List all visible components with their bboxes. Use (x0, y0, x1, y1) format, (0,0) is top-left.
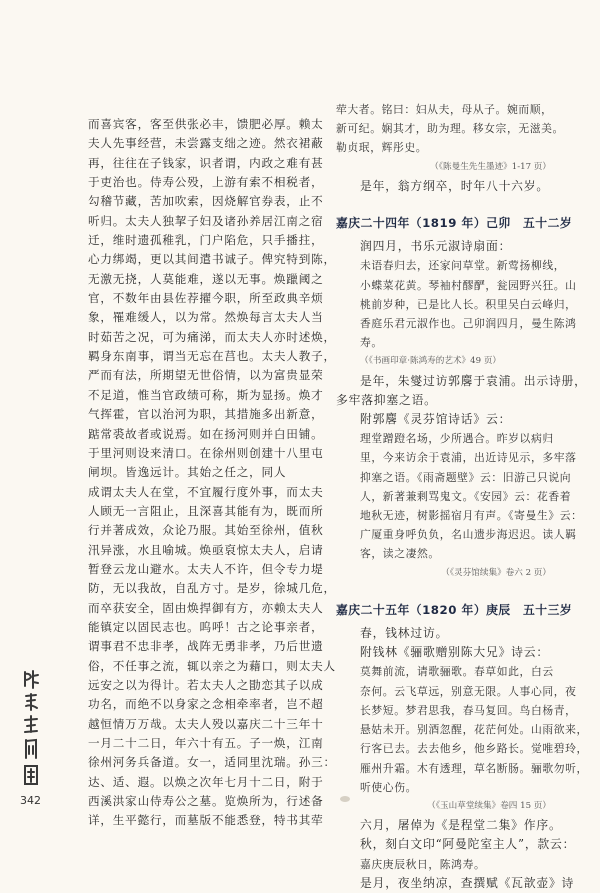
text-line: 徐州河务兵备道。女一，适同里沈瑞。孙三： (88, 755, 336, 770)
text-line: 于吏治也。侍寿公殁，上游有索不相税者， (88, 175, 324, 190)
paragraph-1819-guolin: 附郭麐《灵芬馆诗话》云： (360, 412, 512, 427)
text-line: 严而有法，所期望无世俗情，以为富贵显荣 (88, 368, 324, 383)
text-line: 详，生平懿行，而墓版不能悉登，特书其荦 (88, 813, 324, 828)
text-line: 多牢落抑塞之语。 (336, 392, 437, 407)
quote-line: 里，今来访余于袁浦，出近诗见示，多牢落 (360, 451, 577, 465)
paragraph-1820-autumn: 秋，刻白文印“阿曼陀室主人”，款云： (360, 837, 576, 852)
text-line: 防，无以我故，自乱方寸。是岁，徐城几危， (88, 581, 336, 596)
left-text-column (88, 115, 336, 831)
quote-line: 新可纪。娴其才，助为理。移女宗，无滋美。 (336, 122, 564, 136)
year-heading-1820: 嘉庆二十五年（1820 年）庚辰 五十三岁 (336, 602, 573, 617)
text-line: 而喜宾客，客至供张必丰，馈肥必厚。赖太 (88, 117, 324, 131)
source-citation: （《灵芬馆续集》卷六 2 页） (441, 567, 551, 578)
text-line: 于里河则设来清口。在徐州则创建十八里屯 (88, 445, 324, 460)
quote-1819-shihua (336, 429, 583, 563)
source-citation: （《玉山草堂续集》卷四 15 页） (427, 800, 551, 811)
book-title-calligraphy-logo (22, 668, 40, 788)
quote-line: 勒贞珉，辉彤史。 (336, 141, 428, 155)
quote-line: 听使心伤。 (360, 780, 417, 794)
paragraph-wengfanggang: 是年，翁方纲卒，时年八十六岁。 (360, 178, 549, 193)
quote-1820-lige (336, 662, 588, 796)
text-line: 功名，而绝不以身家之念相牵率者，岂不超 (88, 697, 324, 712)
quote-line: 行客已去。去去他乡，他乡路长。觉唯碧玲， (360, 742, 588, 756)
text-line: 羁身东南事，谓当无忘在莒也。太夫人教子， (88, 349, 336, 364)
text-line: 人顾无一言阻止，且深喜其能有为，既而所 (88, 503, 324, 518)
text-line: 达、适、遐。以焕之次年七月十二日，附于 (88, 774, 324, 789)
quote-line: 人，新著兼剩骂鬼文。《安园》云：花香着 (360, 489, 572, 503)
text-line: 俗，不任事之流，辄以亲之为藉口，则太夫人 (88, 658, 336, 673)
text-line: 是年，朱燮过访郭麐于袁浦。出示诗册， (360, 373, 587, 388)
quote-line: 未语春归去，还家问草堂。新莺扬柳线， (360, 259, 566, 273)
paragraph-1819-zhuxie (336, 372, 587, 410)
quote-line: 奈何。云飞草远，别意无限。人事心同，夜 (360, 684, 577, 698)
quote-line: 抑塞之语。《雨斋题壁》云：旧游己只说向 (360, 470, 572, 484)
text-line: 迁，维时遗孤稚乳，门户陷危，只手播拄， (88, 233, 324, 248)
quote-line: 寿。 (360, 336, 383, 350)
paragraph-1820-spring: 春，钱林过访。 (360, 626, 449, 641)
quote-line: 小蝶菜花黄。琴袖村醪酽，瓮园野兴狂。山 (360, 278, 577, 292)
text-line: 能镇定以固民志也。呜呼！古之论事亲者， (88, 619, 324, 634)
page-number: 342 (20, 794, 41, 807)
quote-line: 荦大者。铭曰：妇从夫，母从子。婉而顺， (336, 103, 553, 116)
year-heading-1819: 嘉庆二十四年（1819 年）己卯 五十二岁 (336, 216, 573, 231)
source-citation: （《书画印章·陈鸿寿的艺术》49 页） (360, 356, 502, 367)
source-citation: （《陈曼生先生墨迹》1-17 页） (430, 161, 551, 172)
text-line: 远安之以为得计。若太夫人之勖恋其子以成 (88, 677, 324, 692)
text-line: 勾稽节藏，苦加吹索，因烧解官券表，止不 (88, 194, 324, 209)
text-line: 官，不数年由县佐荐擢今职，所至政典辛烦 (88, 291, 324, 306)
text-line: 成谓太夫人在堂，不宜履行度外事，而太夫 (88, 484, 324, 499)
quote-line: 长梦短。梦君思我，春马复回。鸟白杨青， (360, 703, 577, 717)
text-line: 谓事君不忠非孝，战阵无勇非孝，乃后世遗 (88, 639, 324, 654)
quote-line: 客，读之凄然。 (360, 547, 440, 561)
text-line: 行并著成效，众论乃服。其始至徐州，值秋 (88, 523, 324, 538)
text-line: 踮常裘故者或说焉。如在扬河则并白田铺。 (88, 426, 324, 441)
page-mark-decoration (340, 796, 350, 802)
text-line: 心力绑竭，更以其间遣书诚子。俾究特到陈， (88, 252, 336, 267)
text-line: 越恒情万万哉。太夫人殁以嘉庆二十三年十 (88, 716, 324, 731)
text-line: 听归。太夫人独挈子妇及诸孙养居江南之宿 (88, 213, 324, 228)
text-line: 再，往往在子钱家，识者谓，内政之难有甚 (88, 155, 324, 170)
paragraph-1819-fan: 润四月，书乐元淑诗扇面： (360, 239, 512, 254)
quote-line: 香庭乐君元淑作也。己卯润四月，曼生陈鸿 (360, 317, 577, 331)
text-line: 不足道，惟当官政绩可称，斯为显扬。焕才 (88, 387, 324, 402)
quote-line: 雁州升霜。木有透理，草名断肠。骊歌勿听， (360, 761, 588, 775)
text-line: 时茹苦之况，可为痛涕，而太夫人亦时述焕， (88, 329, 336, 344)
quote-line: 广厦重身呼负负，名山遗步海迟迟。读人羁 (360, 528, 577, 542)
paragraph-1820-night: 是月，夜坐纳凉，查撰赋《瓦歆壶》诗 (360, 875, 575, 890)
text-line: 暂登云龙山避水。太夫人不许，但令专力堤 (88, 561, 324, 576)
text-line: 气挥霍，官以治河为职，其措施多出新意， (88, 407, 324, 422)
quote-1819-poem (336, 256, 577, 352)
text-line: 西溪洪家山侍寿公之墓。览焕所为，行述备 (88, 794, 324, 809)
text-line: 一月二十二日，年六十有五。子一焕，江南 (88, 736, 324, 750)
quote-line: 理堂蹭蹬名场，少所遇合。昨岁以病归 (360, 432, 554, 446)
quote-1820-seal: 嘉庆庚辰秋日，陈鸿寿。 (360, 857, 486, 871)
text-line: 夫人先事经营，未尝露支绌之迹。然衣裙蔽 (88, 136, 324, 151)
quote-line: 地秋无迹，树影摇宿月有声。《寄曼生》云： (360, 509, 583, 523)
text-line: 象，罹难缓人，以为常。然焕每言太夫人当 (88, 310, 324, 325)
text-line: 汛异涨，水且喻城。焕亟裒惊太夫人，启请 (88, 542, 324, 557)
epitaph-ending-quote (336, 100, 564, 158)
paragraph-1820-qianlin: 附钱林《骊歌赠别陈大兄》诗云： (360, 645, 549, 660)
text-line: 无激无挠，人莫能难，遂以无事。焕躐阈之 (88, 271, 324, 286)
quote-line: 莫舞前流，请歌骊歌。春草如此，白云 (360, 665, 554, 679)
text-line: 闸坝。皆逸远计。其始之任之，同人 (88, 465, 287, 480)
paragraph-1820-june: 六月，屠倬为《是程堂二集》作序。 (360, 818, 562, 833)
quote-line: 悬姑未开。别酒忽醒，花茫何处。山雨欲来， (360, 723, 588, 737)
right-text-column (336, 100, 588, 893)
quote-line: 桃前岁种，已是比人长。积里吴白云峰归， (360, 297, 577, 311)
text-line: 而卒获安全，固由焕捍御有方，亦赖太夫人 (88, 600, 324, 615)
